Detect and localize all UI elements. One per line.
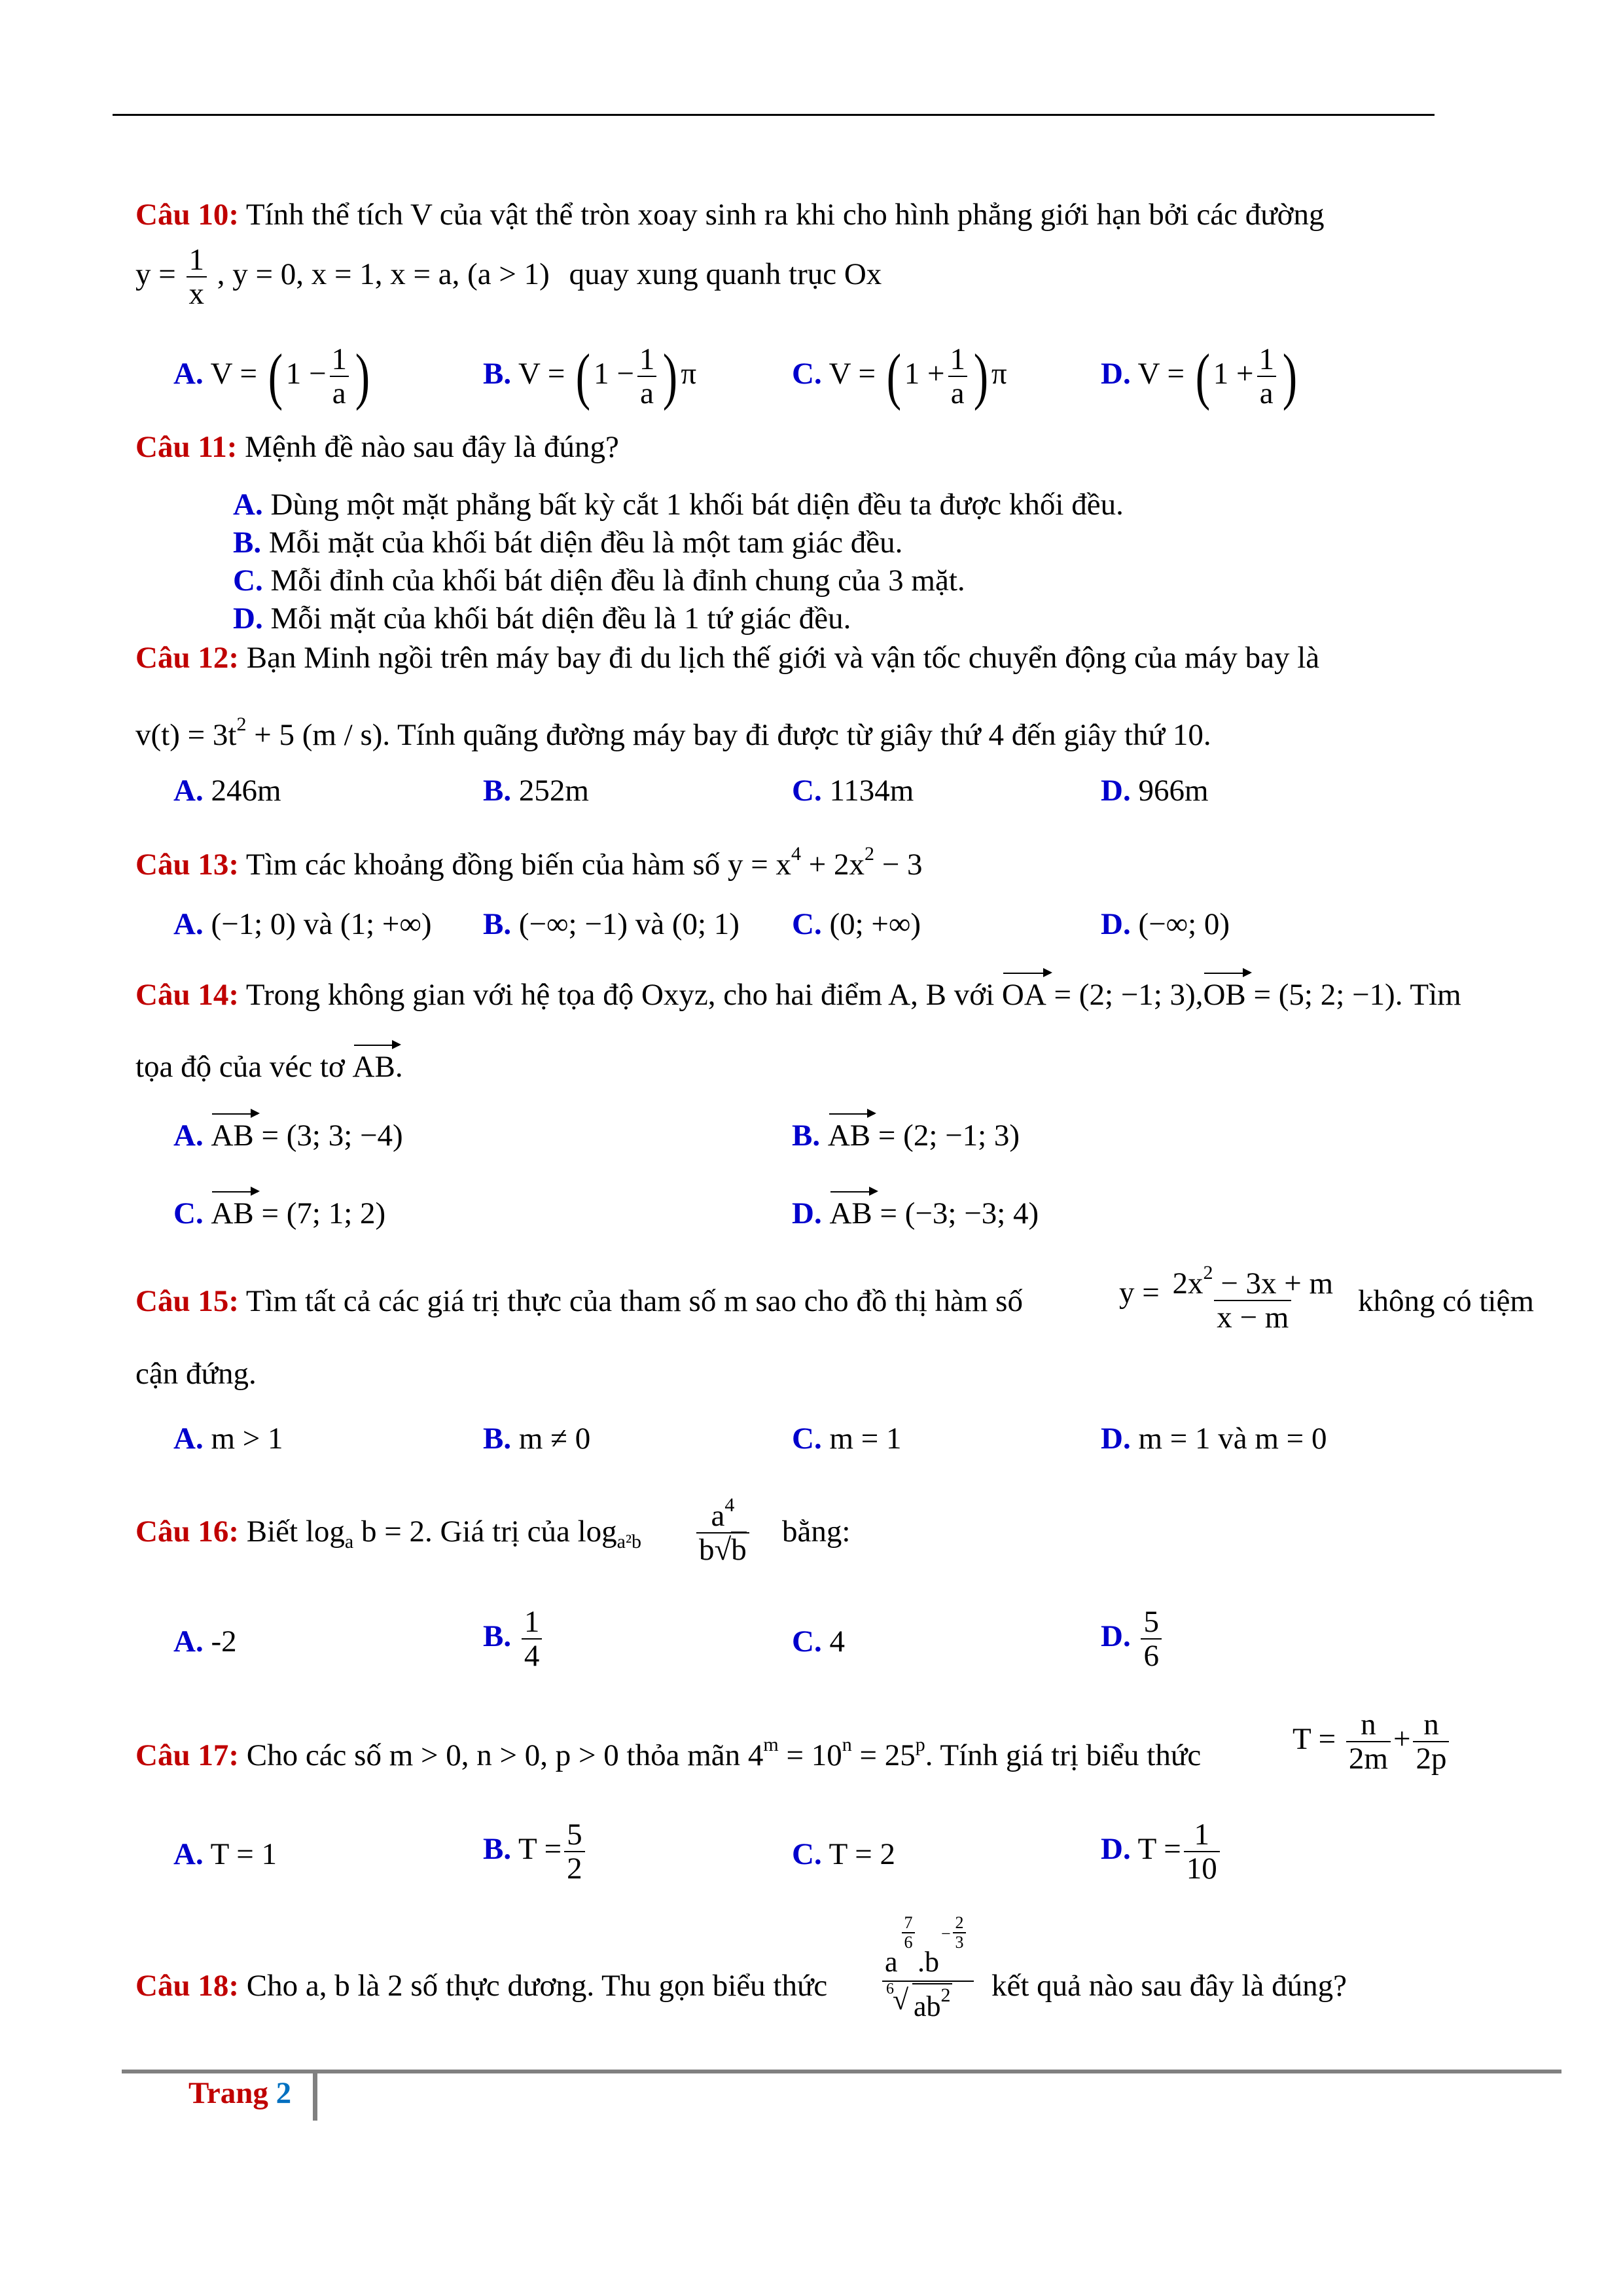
q13-opt-b-letter: B. — [483, 907, 512, 941]
q10-frac-den: x — [187, 276, 207, 310]
q14-opt-b-letter: B. — [792, 1119, 821, 1153]
q11-option-c[interactable] — [233, 561, 965, 600]
q10-label: Câu 10: — [135, 198, 239, 232]
q10-option-c[interactable] — [792, 343, 1007, 410]
q15-opt-a-letter: A. — [173, 1422, 204, 1456]
q11-option-a[interactable] — [233, 485, 1124, 524]
q17-opt-d-pre: T = — [1137, 1831, 1181, 1866]
sqrt-icon: √ — [714, 1533, 732, 1567]
q16-opt-d-den: 6 — [1141, 1638, 1162, 1672]
q17-opt-b-den: 2 — [564, 1851, 585, 1885]
q17-opt-c-letter: C. — [792, 1837, 822, 1871]
q14-opt-d-text: = (−3; −3; 4) — [872, 1196, 1039, 1230]
q16-den-root: b — [731, 1533, 747, 1567]
q17-t1: Cho các số — [246, 1738, 382, 1772]
q11-opt-d-text: Mỗi mặt của khối bát diện đều là 1 tứ giác đều. — [270, 601, 851, 636]
q13-opt-d-text: (−∞; 0) — [1138, 907, 1230, 941]
q16-opt-b-den: 4 — [522, 1638, 543, 1672]
q15-label: Câu 15: — [135, 1284, 239, 1318]
q18-be-den: 3 — [953, 1932, 966, 1952]
q17-e1: m — [763, 1734, 779, 1755]
q12-opt-a-text: 246m — [211, 774, 281, 808]
q15-option-d[interactable] — [1101, 1419, 1327, 1458]
q15-opt-c-text: m = 1 — [829, 1422, 902, 1456]
q12-option-d[interactable] — [1101, 771, 1209, 810]
q17-opt-b-num: 5 — [567, 1818, 582, 1852]
q10-opt-c-inner: 1 + — [904, 356, 945, 391]
q11-text: Mệnh đề nào sau đây là đúng? — [245, 430, 619, 464]
q10-option-d[interactable] — [1101, 343, 1300, 410]
q10-opt-a-pre: V = — [210, 356, 257, 391]
q15-text3: cận đứng. — [135, 1357, 257, 1391]
q10-opt-a-lparen: ( — [268, 341, 283, 411]
q14-text1: Trong không gian với hệ tọa độ Oxyz, cho hai điểm A, B với — [245, 978, 995, 1012]
q15-denominator: x − m — [1214, 1300, 1291, 1334]
q16-eq: b = 2 — [353, 1515, 425, 1549]
q14-val1: = (2; −1; 3), — [1046, 978, 1204, 1012]
q16-opt-d-frac — [1141, 1605, 1162, 1672]
q10-opt-c-letter: C. — [792, 356, 822, 391]
q17-opt-b-frac — [564, 1818, 585, 1885]
q18-label: Câu 18: — [135, 1969, 239, 2003]
question-16 — [135, 1512, 641, 1562]
q12-sup: 2 — [236, 713, 247, 735]
q17-opt-d-letter: D. — [1101, 1831, 1131, 1866]
q15-opt-b-text: m ≠ 0 — [518, 1422, 591, 1456]
q16-sub1: a — [344, 1531, 354, 1552]
q15-opt-b-letter: B. — [483, 1422, 512, 1456]
q10-text1: Tính thể tích V của vật thể tròn xoay sinh ra khi cho hình phẳng giới hạn bởi các đường — [245, 198, 1325, 232]
q14-option-d[interactable] — [792, 1194, 1039, 1233]
q15-opt-a-text: m > 1 — [211, 1422, 283, 1456]
q11-option-d[interactable] — [233, 599, 851, 638]
q14-text2: . Tìm — [1395, 978, 1461, 1012]
q17-opt-d-frac — [1184, 1818, 1220, 1885]
q12-opt-c-letter: C. — [792, 774, 822, 808]
q14-option-c[interactable] — [173, 1194, 385, 1233]
q12-option-b[interactable] — [483, 771, 589, 810]
q16-log1: log — [305, 1515, 345, 1549]
q17-m1: m > 0, n > 0, p > 0 — [389, 1738, 619, 1772]
q14-opt-b-vec: AB — [828, 1116, 870, 1155]
question-11 — [135, 427, 619, 467]
question-17 — [135, 1725, 1201, 1775]
q12-math2: + 5 (m / s) — [246, 718, 383, 752]
q15-fraction — [1170, 1257, 1336, 1334]
q13-label: Câu 13: — [135, 848, 239, 882]
q15-opt-d-letter: D. — [1101, 1422, 1131, 1456]
q10-math-post: , y = 0, x = 1, x = a, (a > 1) — [217, 257, 550, 291]
q17-n1: n — [1361, 1708, 1376, 1742]
q10-opt-c-post: π — [991, 356, 1007, 391]
question-13 — [135, 834, 923, 884]
q10-opt-b-num: 1 — [639, 342, 655, 376]
q10-math-pre: y = — [135, 257, 176, 291]
question-15 — [135, 1282, 1023, 1321]
q16-option-b[interactable] — [483, 1605, 544, 1672]
question-10 — [135, 195, 1543, 234]
q11-opt-c-letter: C. — [233, 564, 263, 598]
q12-label: Câu 12: — [135, 641, 239, 675]
q16-opt-c-text: 4 — [829, 1624, 845, 1659]
q16-option-a[interactable] — [173, 1622, 237, 1661]
q17-label: Câu 17: — [135, 1738, 239, 1772]
q10-opt-a-inner: 1 − — [285, 356, 327, 391]
q17-opt-a-letter: A. — [173, 1837, 204, 1871]
q18-t1: Cho a, b là 2 số thực dương. Thu gọn biểu thức — [246, 1969, 828, 2003]
q16-opt-a-text: -2 — [211, 1624, 237, 1659]
q18-t2: kết quả nào sau đây là đúng? — [991, 1969, 1347, 2003]
q15-text2: không có tiệm — [1358, 1284, 1534, 1318]
q17-expression — [1293, 1708, 1452, 1775]
q14-opt-a-text: = (3; 3; −4) — [253, 1119, 403, 1153]
q14-text4: . — [395, 1050, 403, 1084]
q18-root-body: ab — [914, 1990, 941, 2022]
q10-opt-b-post: π — [681, 356, 697, 391]
q18-be-num: 2 — [955, 1913, 964, 1932]
q17-option-c[interactable] — [792, 1835, 895, 1874]
q18-radicand — [912, 1983, 952, 2023]
q14-opt-a-vec: AB — [211, 1116, 253, 1155]
q13-option-c[interactable] — [792, 905, 921, 944]
q14-vec-ab: AB — [353, 1047, 395, 1086]
q13-opt-d-letter: D. — [1101, 907, 1131, 941]
q10-opt-d-inner: 1 + — [1213, 356, 1254, 391]
q13-opt-c-text: (0; +∞) — [829, 907, 921, 941]
q17-b3: = 25 — [851, 1738, 916, 1772]
q16-label: Câu 16: — [135, 1515, 239, 1549]
q10-option-a[interactable] — [173, 343, 373, 410]
q10-opt-c-rparen: ) — [973, 341, 989, 411]
q16-option-d[interactable] — [1101, 1605, 1164, 1672]
q14-opt-c-vec: AB — [211, 1194, 253, 1233]
q12-opt-b-letter: B. — [483, 774, 512, 808]
q16-t1: Biết — [246, 1515, 298, 1549]
q10-opt-a-frac — [329, 343, 349, 410]
q17-opt-c-text: T = 2 — [829, 1837, 895, 1871]
footer-rule — [122, 2070, 1561, 2073]
q13-s1: 4 — [791, 843, 802, 865]
q10-opt-c-lparen: ( — [886, 341, 901, 411]
q15-num-b: − 3x + m — [1213, 1266, 1334, 1300]
q17-opt-b-letter: B. — [483, 1831, 512, 1866]
q10-opt-a-den: a — [330, 376, 349, 410]
q11-opt-a-text: Dùng một mặt phẳng bất kỳ cắt 1 khối bát diện đều ta được khối đều. — [270, 488, 1124, 522]
q10-opt-c-den: a — [948, 376, 967, 410]
q16-log2: log — [577, 1515, 617, 1549]
footer-bar — [313, 2070, 317, 2121]
q15-text1: Tìm tất cả các giá trị thực của tham số m sao cho đồ thị hàm số — [245, 1284, 1023, 1318]
q13-option-a[interactable] — [173, 905, 432, 944]
q18-ae-den: 6 — [902, 1932, 915, 1952]
q10-equation-line — [135, 243, 882, 310]
q14-option-b[interactable] — [792, 1116, 1020, 1155]
q15-function — [1119, 1257, 1338, 1334]
q11-label: Câu 11: — [135, 430, 238, 464]
q15-option-a[interactable] — [173, 1419, 283, 1458]
q12-opt-b-text: 252m — [518, 774, 589, 808]
q13-opt-b-text: (−∞; −1) và (0; 1) — [518, 907, 740, 941]
q17-option-b[interactable] — [483, 1818, 588, 1885]
q17-opt-a-text: T = 1 — [210, 1837, 277, 1871]
q15-opt-c-letter: C. — [792, 1422, 822, 1456]
q10-opt-a-num: 1 — [331, 342, 347, 376]
q12-text2: . Tính quãng đường máy bay đi được từ giây thứ 4 đến giây thứ 10. — [382, 718, 1211, 752]
q13-opt-a-letter: A. — [173, 907, 204, 941]
q10-opt-b-frac — [637, 343, 658, 410]
q10-opt-d-num: 1 — [1258, 342, 1274, 376]
q13-opt-c-letter: C. — [792, 907, 822, 941]
q18-dot-b: .b — [918, 1946, 939, 1978]
q16-opt-b-frac — [522, 1605, 543, 1672]
page-number — [188, 2073, 291, 2113]
q17-opt-d-num: 1 — [1194, 1818, 1209, 1852]
q10-frac-num: 1 — [188, 243, 205, 277]
q17-option-d[interactable] — [1101, 1818, 1222, 1885]
q18-ae-num: 7 — [904, 1913, 913, 1932]
q11-option-b[interactable] — [233, 523, 902, 562]
q10-opt-d-letter: D. — [1101, 356, 1131, 391]
q12-opt-a-letter: A. — [173, 774, 204, 808]
q17-option-a[interactable] — [173, 1835, 277, 1874]
q15-option-b[interactable] — [483, 1419, 590, 1458]
q12-option-c[interactable] — [792, 771, 914, 810]
q14-opt-a-letter: A. — [173, 1119, 204, 1153]
q13-m2: + 2x — [801, 848, 865, 882]
q17-e3: p — [915, 1734, 925, 1755]
q18-a-exp — [902, 1914, 915, 1952]
q16-opt-b-num: 1 — [524, 1605, 540, 1639]
q18-b-exp — [953, 1914, 966, 1952]
q16-fraction — [694, 1489, 752, 1566]
q16-sub2: a²b — [616, 1531, 641, 1552]
q10-opt-a-letter: A. — [173, 356, 204, 391]
q10-option-b[interactable] — [483, 343, 696, 410]
q13-s2: 2 — [865, 843, 875, 865]
q17-opt-d-den: 10 — [1184, 1851, 1220, 1885]
q18-root-idx: 6 — [886, 1981, 894, 1998]
q16-t3: bằng: — [782, 1515, 851, 1549]
q12-opt-c-text: 1134m — [829, 774, 914, 808]
q11-opt-d-letter: D. — [233, 601, 263, 636]
q16-t2: . Giá trị của — [424, 1515, 570, 1549]
q17-n2: n — [1423, 1708, 1439, 1742]
q13-text: Tìm các khoảng đồng biến của hàm số — [245, 848, 721, 882]
q12-opt-d-letter: D. — [1101, 774, 1131, 808]
q16-opt-c-letter: C. — [792, 1624, 822, 1659]
q16-den — [696, 1532, 749, 1566]
q14-label: Câu 14: — [135, 978, 239, 1012]
q16-den-b: b — [699, 1533, 715, 1567]
q16-opt-b-letter: B. — [483, 1619, 512, 1653]
q15-opt-d-text: m = 1 và m = 0 — [1138, 1422, 1327, 1456]
q10-opt-b-letter: B. — [483, 356, 512, 391]
q16-opt-d-num: 5 — [1143, 1605, 1159, 1639]
q17-opt-b-pre: T = — [518, 1831, 562, 1866]
q16-option-c[interactable] — [792, 1622, 845, 1661]
q11-opt-a-letter: A. — [233, 488, 263, 522]
q16-num — [708, 1489, 737, 1532]
q10-opt-b-den: a — [637, 376, 656, 410]
q10-opt-b-pre: V = — [518, 356, 565, 391]
q15-ypre: y = — [1119, 1275, 1160, 1310]
question-12 — [135, 638, 1543, 677]
q17-e2: n — [842, 1734, 852, 1755]
q14-option-a[interactable] — [173, 1116, 403, 1155]
q18-fraction — [882, 1913, 974, 2036]
q14-vec-ob: OB — [1203, 975, 1245, 1014]
q17-b2: = 10 — [778, 1738, 842, 1772]
q10-opt-b-rparen: ) — [663, 341, 678, 411]
q14-opt-d-letter: D. — [792, 1196, 822, 1230]
q14-opt-c-text: = (7; 1; 2) — [253, 1196, 386, 1230]
q10-opt-c-num: 1 — [950, 342, 965, 376]
q15-numerator — [1170, 1257, 1336, 1300]
q10-opt-a-rparen: ) — [355, 341, 370, 411]
root-icon: √ — [893, 1984, 909, 2016]
q17-plus: + — [1393, 1721, 1411, 1756]
q11-opt-b-text: Mỗi mặt của khối bát diện đều là một tam giác đều. — [268, 526, 903, 560]
q12-opt-d-text: 966m — [1138, 774, 1209, 808]
question-18 — [135, 1966, 827, 2005]
q10-opt-d-frac — [1256, 343, 1277, 410]
q14-vec-oa: OA — [1002, 975, 1046, 1014]
q13-m3: − 3 — [874, 848, 923, 882]
q14-text3: tọa độ của véc tơ — [135, 1050, 345, 1084]
q10-opt-d-rparen: ) — [1282, 341, 1298, 411]
q14-val2: = (5; 2; −1) — [1245, 978, 1395, 1012]
q13-option-d[interactable] — [1101, 905, 1230, 944]
q18-numerator — [882, 1913, 974, 1978]
q17-t3: . Tính giá trị biểu thức — [925, 1738, 1202, 1772]
q10-fraction — [187, 243, 207, 310]
q18-be-sign: − — [941, 1924, 951, 1943]
q14-opt-d-vec: AB — [829, 1194, 872, 1233]
q13-option-b[interactable] — [483, 905, 740, 944]
q18-fraction-bar — [882, 1981, 974, 1982]
q16-frac — [696, 1489, 749, 1566]
q14-opt-b-text: = (2; −1; 3) — [870, 1119, 1020, 1153]
q17-d2: 2p — [1413, 1741, 1449, 1775]
q15-option-c[interactable] — [792, 1419, 902, 1458]
q17-frac1 — [1346, 1708, 1391, 1775]
q10-opt-b-lparen: ( — [575, 341, 591, 411]
q14-opt-c-letter: C. — [173, 1196, 204, 1230]
q12-option-a[interactable] — [173, 771, 281, 810]
q17-tpre: T = — [1293, 1721, 1336, 1756]
q16-opt-d-letter: D. — [1101, 1619, 1131, 1653]
q14-line2 — [135, 1047, 403, 1086]
q17-frac2 — [1413, 1708, 1449, 1775]
q12-math1: v(t) = 3t — [135, 718, 237, 752]
q11-opt-c-text: Mỗi đỉnh của khối bát diện đều là đỉnh chung của 3 mặt. — [270, 564, 965, 598]
q11-opt-b-letter: B. — [233, 526, 262, 560]
page-num-value: 2 — [276, 2076, 292, 2110]
q15-num-sup: 2 — [1203, 1262, 1213, 1283]
q10-opt-d-pre: V = — [1137, 356, 1185, 391]
q13-m1: y = x — [728, 848, 792, 882]
q13-opt-a-text: (−1; 0) và (1; +∞) — [211, 907, 432, 941]
q17-t2: thỏa mãn — [626, 1738, 741, 1772]
q10-opt-c-frac — [947, 343, 968, 410]
q16-num-base: a — [711, 1499, 725, 1533]
q10-opt-c-pre: V = — [829, 356, 876, 391]
q10-opt-d-den: a — [1257, 376, 1276, 410]
q16-opt-a-letter: A. — [173, 1624, 204, 1659]
question-14 — [135, 975, 1543, 1014]
q18-a: a — [885, 1946, 898, 1978]
q10-opt-d-lparen: ( — [1195, 341, 1210, 411]
q10-opt-b-inner: 1 − — [594, 356, 634, 391]
q18-root-sup: 2 — [940, 1984, 951, 2006]
q17-b1: 4 — [747, 1738, 764, 1772]
page-word: Trang — [188, 2076, 268, 2110]
q12-line2 — [135, 705, 1211, 755]
q16-num-sup: 4 — [724, 1494, 735, 1516]
q17-d1: 2m — [1346, 1741, 1391, 1775]
q12-text1: Bạn Minh ngồi trên máy bay đi du lịch thế giới và vận tốc chuyển động của máy bay là — [246, 641, 1320, 675]
q15-num-a: 2x — [1172, 1266, 1204, 1300]
header-rule — [113, 114, 1435, 116]
q10-text2: quay xung quanh trục Ox — [569, 257, 882, 291]
